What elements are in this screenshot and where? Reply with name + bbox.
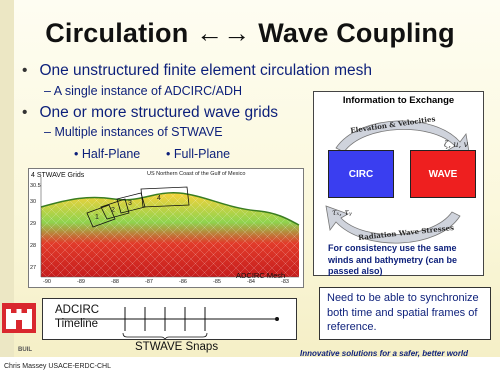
mesh-map-graphic: [29, 169, 303, 287]
info-exchange-title: Information to Exchange: [342, 95, 455, 106]
x-tick: -90: [43, 279, 51, 285]
circ-label: CIRC: [348, 168, 374, 180]
mesh-map-figure: [28, 168, 304, 288]
top-arrow-label: Elevation & Velocities: [349, 114, 436, 135]
bullet-text: One unstructured finite element circulation mesh: [39, 62, 372, 79]
bullet-circulation-mesh: [22, 62, 372, 80]
subsub-text: Full-Plane: [173, 147, 231, 161]
map-title: US Northern Coast of the Gulf of Mexico: [147, 171, 246, 177]
bullet-dot: •: [166, 147, 174, 161]
y-tick: 29: [30, 221, 37, 227]
usace-castle-logo: [2, 303, 36, 333]
footer-tagline: Innovative solutions for a safer, better world: [300, 349, 469, 358]
y-tick: 30.5: [30, 183, 41, 189]
adcirc-mesh-label: ADCIRC Mesh: [236, 271, 286, 280]
adcirc-timeline-label: [55, 303, 99, 331]
grid-number-2: 2: [111, 207, 115, 214]
wave-model-box: [410, 150, 476, 198]
x-tick: -89: [77, 279, 85, 285]
timeline-label-line2: Timeline: [55, 318, 99, 330]
top-arrow-symbols: ζ, u, v: [444, 140, 469, 149]
grid-number-3: 3: [128, 200, 132, 207]
subsub-half-plane: [74, 147, 140, 161]
x-tick: -85: [213, 279, 221, 285]
slide-title: Circulation ←→ Wave Coupling: [45, 18, 455, 48]
castle-icon: [2, 303, 36, 333]
sub-bullet-text: Multiple instances of STWAVE: [54, 125, 223, 139]
x-tick: -87: [145, 279, 153, 285]
dash: –: [44, 125, 55, 139]
bullet-dot: •: [22, 62, 28, 79]
subsub-full-plane: [166, 147, 230, 161]
bottom-arrow-label: Radiation Wave Stresses: [357, 222, 455, 243]
sub-bullet-text: A single instance of ADCIRC/ADH: [53, 84, 243, 98]
subsub-text: Half-Plane: [81, 147, 141, 161]
timeline-label-line1: ADCIRC: [55, 304, 100, 316]
circ-model-box: [328, 150, 394, 198]
build-text: BUIL: [18, 347, 32, 353]
x-tick: -84: [247, 279, 255, 285]
stwave-grids-label: 4 STWAVE Grids: [31, 172, 85, 179]
consistency-note: For consistency use the same winds and bathymetry (can be passed also): [328, 243, 458, 276]
bullet-dot: •: [74, 147, 82, 161]
y-tick: 30: [30, 199, 37, 205]
stwave-snaps-label: STWAVE Snaps: [135, 341, 219, 353]
wave-label: WAVE: [428, 168, 458, 180]
sync-note-text: Need to be able to synchronize both time and spatial frames of reference.: [327, 292, 479, 333]
dash: –: [44, 84, 54, 98]
sub-bullet-adcirc: [44, 84, 242, 98]
y-tick: 28: [30, 243, 37, 249]
bottom-arrow-symbols: τₓ, τᵧ: [332, 208, 352, 217]
x-tick: -83: [281, 279, 289, 285]
bullet-dot: •: [22, 104, 28, 121]
x-tick: -86: [179, 279, 187, 285]
grid-number-4: 4: [157, 195, 161, 202]
author-credit: Chris Massey USACE-ERDC-CHL: [4, 363, 111, 370]
y-tick: 27: [30, 265, 37, 271]
bullet-wave-grids: [22, 104, 278, 122]
grid-number-1: 1: [95, 214, 99, 221]
x-tick: -88: [111, 279, 119, 285]
sub-bullet-stwave: [44, 125, 223, 139]
bullet-text: One or more structured wave grids: [39, 104, 279, 121]
